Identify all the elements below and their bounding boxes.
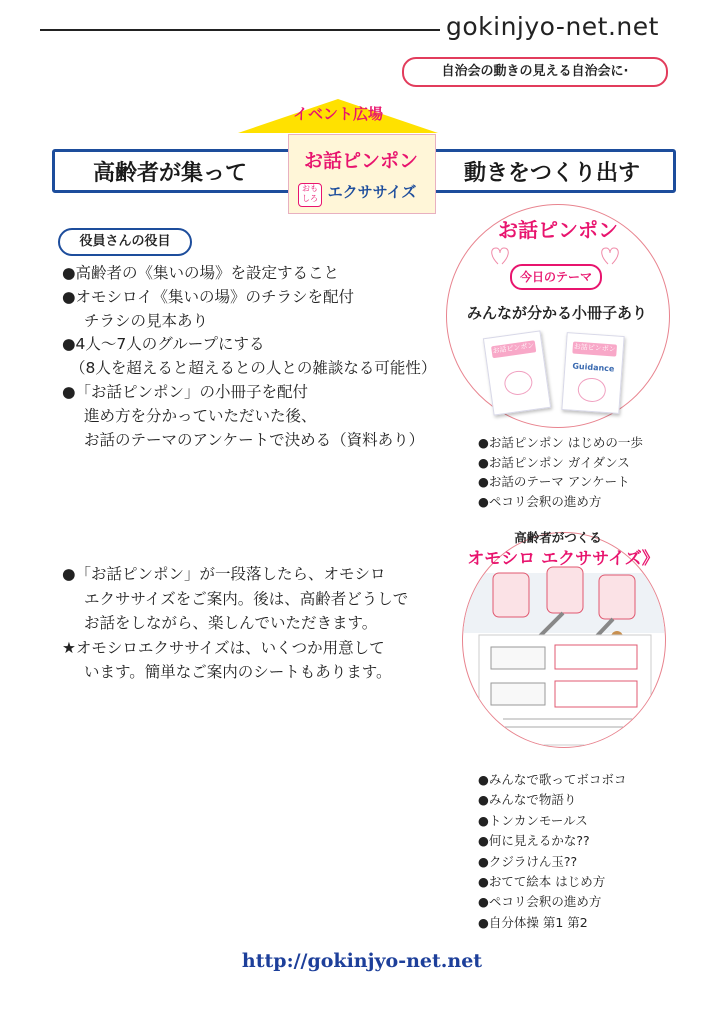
list-item: ●みんなで歌ってボコボコ	[478, 772, 627, 787]
list-item: ●みんなで物語り	[478, 792, 577, 808]
exercise-line: います。簡単なご案内のシートもあります。	[84, 663, 392, 681]
roles-line: 進め方を分かっていただいた後、	[84, 406, 317, 425]
list-item: ●お話のテーマ アンケート	[478, 474, 630, 490]
header-rule	[40, 29, 440, 31]
booklet-cover-left: お話ピンポン	[483, 330, 551, 415]
booklet-illustration	[503, 369, 534, 397]
booklet-cover-right: お話ピンポン Guidance	[561, 332, 624, 414]
theme-badge: 今日のテーマ	[510, 264, 602, 290]
roles-line: ●高齢者の《集いの場》を設定すること	[62, 264, 340, 282]
house-title: お話ピンポン	[303, 150, 418, 172]
roof-label: イベント広場	[292, 105, 383, 123]
banner-left-text: 高齢者が集って	[92, 161, 247, 186]
pingpong-title: お話ピンポン	[498, 218, 618, 242]
roles-line: チラシの見本あり	[84, 311, 209, 330]
exercise-heading: 高齢者がつくる	[514, 530, 602, 545]
list-item: ●ペコリ会釈の進め方	[478, 894, 602, 910]
list-item: ●お話ピンポン ガイダンス	[478, 454, 630, 470]
list-item: ●お話ピンポン はじめの一歩	[478, 435, 643, 450]
tagline-pill: 自治会の動きの見える自治会に·	[402, 57, 668, 87]
list-item: ●おてて絵本 はじめ方	[478, 874, 606, 890]
site-name: gokinjyo-net.net	[446, 12, 659, 41]
pingpong-subtitle: みんなが分かる小冊子あり	[466, 304, 647, 322]
exercise-items	[478, 770, 698, 933]
omoshiro-badge: おもしろ	[298, 183, 322, 207]
footer-url-link[interactable]: http://gokinjyo-net.net	[241, 950, 483, 972]
banner-right-text: 動きをつくり出す	[463, 161, 640, 186]
list-item: ●トンカンモールス	[478, 812, 588, 828]
roles-line: ●「お話ピンポン」の小冊子を配付	[62, 382, 309, 401]
roles-list	[62, 262, 462, 452]
exercise-line: エクササイズをご案内。後は、高齢者どうしで	[84, 589, 409, 608]
list-item: ●ペコリ会釈の進め方	[478, 493, 602, 509]
exercise-description	[62, 562, 462, 685]
exercise-title: オモシロ エクササイズ》	[467, 549, 659, 569]
roles-line: ●4人～7人のグループにする	[62, 335, 265, 354]
list-item: ●何に見えるかな??	[478, 833, 590, 849]
exercise-line: お話をしながら、楽しんでいただきます。	[84, 614, 378, 632]
list-item: ●自分体操 第1 第2	[478, 914, 588, 930]
roles-line: お話のテーマのアンケートで決める（資料あり）	[84, 430, 425, 449]
roles-heading: 役員さんの役目	[58, 228, 192, 256]
roles-line: （8人を超えると超えるとの人との雑談なる可能性）	[70, 359, 437, 378]
exercise-line: ★オモシロエクササイズは、いくつか用意して	[62, 638, 385, 657]
exercise-line: ●「お話ピンポン」が一段落したら、オモシロ	[62, 565, 386, 583]
heart-decoration-icon	[488, 244, 624, 266]
booklet-illustration	[577, 377, 607, 403]
house-subtitle: エクササイズ	[327, 183, 417, 201]
list-item: ●クジラけん玉??	[478, 853, 578, 869]
roles-line: ●オモシロイ《集いの場》のチラシを配付	[62, 287, 355, 306]
pingpong-items	[478, 433, 698, 511]
